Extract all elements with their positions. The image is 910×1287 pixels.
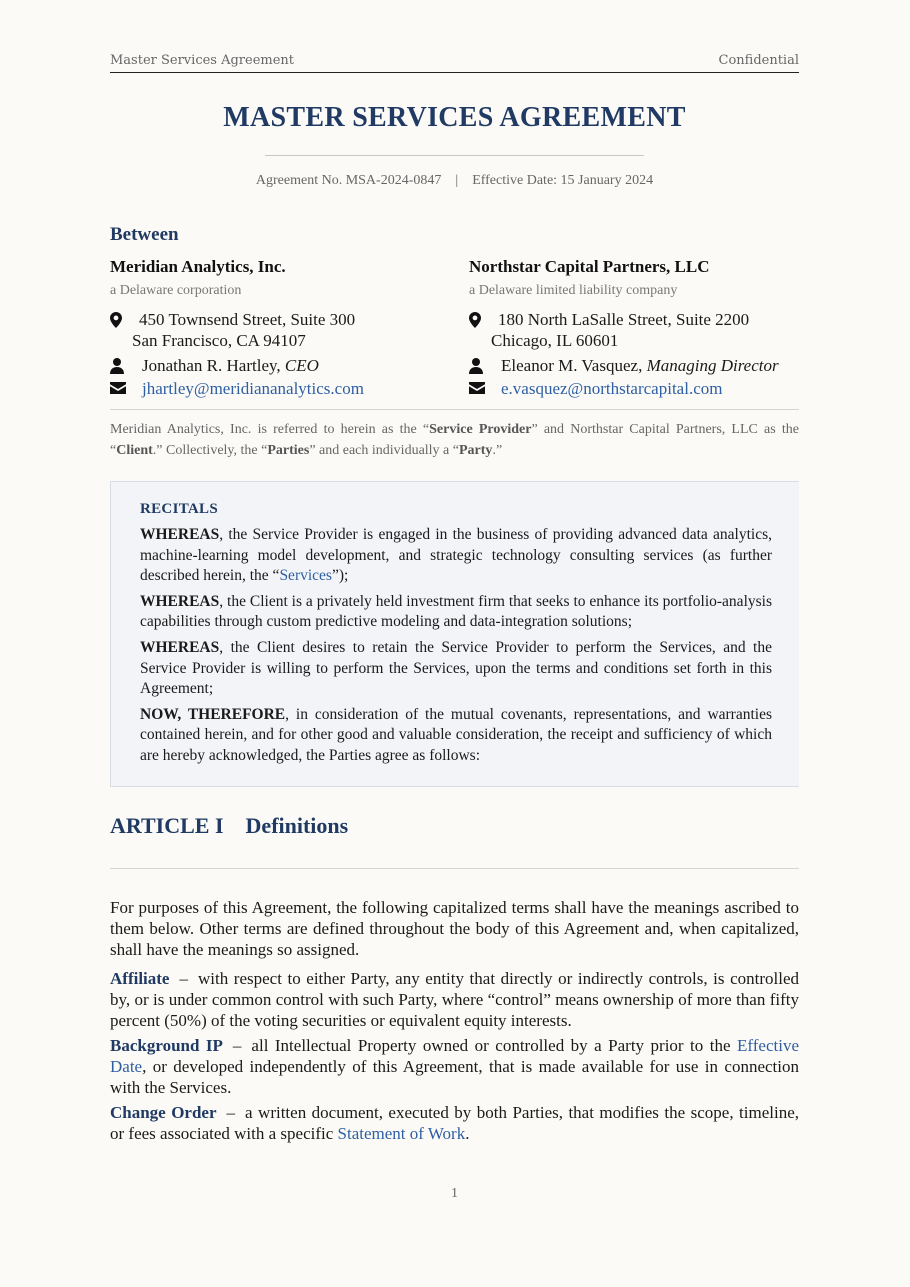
party-references	[110, 419, 799, 461]
party-name: Meridian Analytics, Inc.	[110, 257, 286, 276]
user-icon	[469, 358, 483, 374]
definition-text: a written document, executed by both Parties, that modifies the scope, timeline, or fees associated with a specific	[110, 1103, 800, 1143]
party-email	[110, 378, 450, 400]
map-marker-icon	[110, 312, 124, 328]
agreement-meta	[110, 173, 799, 189]
definition-item	[110, 968, 799, 1031]
definition-term: Change Order	[110, 1103, 217, 1122]
recital-text: , the Service Provider is engaged in the business of providing advanced data analytics, machine-learning model development, and strategic technology consulting services (as further described herein, the “	[140, 526, 772, 585]
definition-item	[110, 1102, 799, 1144]
page-number: 1	[451, 1186, 458, 1201]
definition-dash: –	[179, 969, 188, 988]
party-contact: Eleanor M. Vasquez, Managing Director	[469, 355, 809, 377]
recital-text: , the Client desires to retain the Service Provider to perform the Services, and the Service Provider is willing to perform the Services, upon the terms and conditions set forth in this Agreement;	[140, 638, 772, 698]
party-description: a Delaware limited liability company	[469, 283, 678, 298]
user-icon	[110, 358, 124, 374]
recital-lead: WHEREAS	[140, 526, 220, 543]
address-line-2: Chicago, IL 60601	[491, 331, 619, 350]
article-number: ARTICLE I	[110, 813, 224, 838]
definition-text: , or developed independently of this Agreement, that is made available for use in connection with the Services.	[110, 1057, 799, 1097]
recital-text: , the Client is a privately held investment firm that seeks to enhance its portfolio-analysis capabilities through custom predictive modeling and data-integration solutions;	[140, 592, 772, 631]
recital-paragraph	[140, 705, 772, 767]
email-link[interactable]: jhartley@meridiananalytics.com	[142, 379, 364, 398]
article-heading	[110, 813, 348, 839]
definition-dash: –	[232, 1036, 242, 1055]
header-right: Confidential	[718, 53, 799, 68]
parties-divider	[110, 409, 799, 410]
party-provider	[110, 257, 450, 400]
term-service-provider: Service Provider	[429, 422, 532, 437]
between-heading: Between	[110, 224, 179, 245]
party-client	[469, 257, 809, 400]
article-divider	[110, 868, 799, 869]
party-description: a Delaware corporation	[110, 283, 242, 298]
term-parties: Parties	[267, 443, 310, 458]
refer-text: Meridian Analytics, Inc. is referred to herein as the “	[110, 422, 430, 437]
refer-text: ” and Northstar Capital Partners, LLC as the “	[110, 422, 799, 458]
definition-text: all Intellectual Property owned or controlled by a Party prior to the	[251, 1036, 738, 1055]
party-contact: Jonathan R. Hartley, CEO	[110, 355, 450, 377]
contact-name: Eleanor M. Vasquez	[501, 356, 639, 375]
definition-text: with respect to either Party, any entity that directly or indirectly controls, is controlled by, or is under common control with such Party, where “control” means ownership of more than fifty percent (50%) of the voting securities or equivalent equity interests.	[110, 969, 799, 1030]
header-left: Master Services Agreement	[110, 53, 295, 68]
email-link[interactable]: e.vasquez@northstarcapital.com	[501, 379, 723, 398]
recitals-heading: RECITALS	[140, 501, 218, 517]
article-title: Definitions	[245, 813, 349, 838]
refer-text: .” Collectively, the “	[152, 443, 268, 458]
statement-of-work-link[interactable]: Statement of Work	[337, 1124, 466, 1143]
envelope-icon	[469, 381, 483, 397]
recital-lead: NOW, THEREFORE	[140, 705, 286, 723]
definition-text: .	[465, 1124, 470, 1143]
agreement-number: Agreement No. MSA-2024-0847	[255, 173, 442, 188]
definition-item	[110, 1035, 799, 1098]
party-address	[469, 309, 809, 351]
map-marker-icon	[469, 312, 483, 328]
recital-paragraph	[140, 638, 772, 700]
recital-paragraph	[140, 592, 772, 633]
effective-date-link[interactable]: Effective Date	[110, 1036, 799, 1076]
effective-date: Effective Date: 15 January 2024	[472, 173, 654, 188]
party-name: Northstar Capital Partners, LLC	[469, 257, 710, 276]
contact-name: Jonathan R. Hartley	[142, 356, 277, 375]
definition-term: Affiliate	[110, 969, 170, 988]
term-client: Client	[116, 443, 153, 458]
definition-term: Background IP	[110, 1036, 223, 1055]
refer-text: .”	[492, 443, 503, 458]
address-line-2: San Francisco, CA 94107	[132, 331, 306, 350]
refer-text: ” and each individually a “	[309, 443, 459, 458]
party-email	[469, 378, 809, 400]
recital-lead: WHEREAS	[140, 592, 220, 610]
address-line-1: 180 North LaSalle Street, Suite 2200	[498, 310, 750, 329]
term-party: Party	[459, 443, 493, 458]
meta-separator: |	[455, 173, 459, 188]
recital-paragraph	[140, 525, 772, 587]
envelope-icon	[110, 381, 124, 397]
recitals-body	[140, 525, 772, 772]
definition-dash: –	[226, 1103, 236, 1122]
definitions-section	[110, 897, 799, 1148]
address-line-1: 450 Townsend Street, Suite 300	[139, 310, 356, 329]
contact-title: Managing Director	[646, 356, 779, 375]
contact-title: CEO	[284, 356, 319, 375]
document-title: MASTER SERVICES AGREEMENT	[223, 102, 686, 133]
party-address	[110, 309, 450, 351]
services-link[interactable]: Services	[279, 567, 332, 585]
intro-paragraph: For purposes of this Agreement, the following capitalized terms shall have the meanings ascribed to them below. Other terms are defined throughout the body of this Agreement and, when capitalized, shall have the meanings so assigned.	[110, 898, 799, 959]
recital-lead: WHEREAS	[140, 638, 220, 656]
recitals-box	[110, 481, 799, 787]
recital-text: , in consideration of the mutual covenants, representations, and warranties contained herein, and for other good and valuable consideration, the receipt and sufficiency of which are hereby acknowledged, the Parties agree as follows:	[140, 705, 772, 764]
recital-text: ”);	[331, 567, 349, 585]
title-divider	[265, 155, 644, 156]
running-header	[110, 53, 799, 73]
